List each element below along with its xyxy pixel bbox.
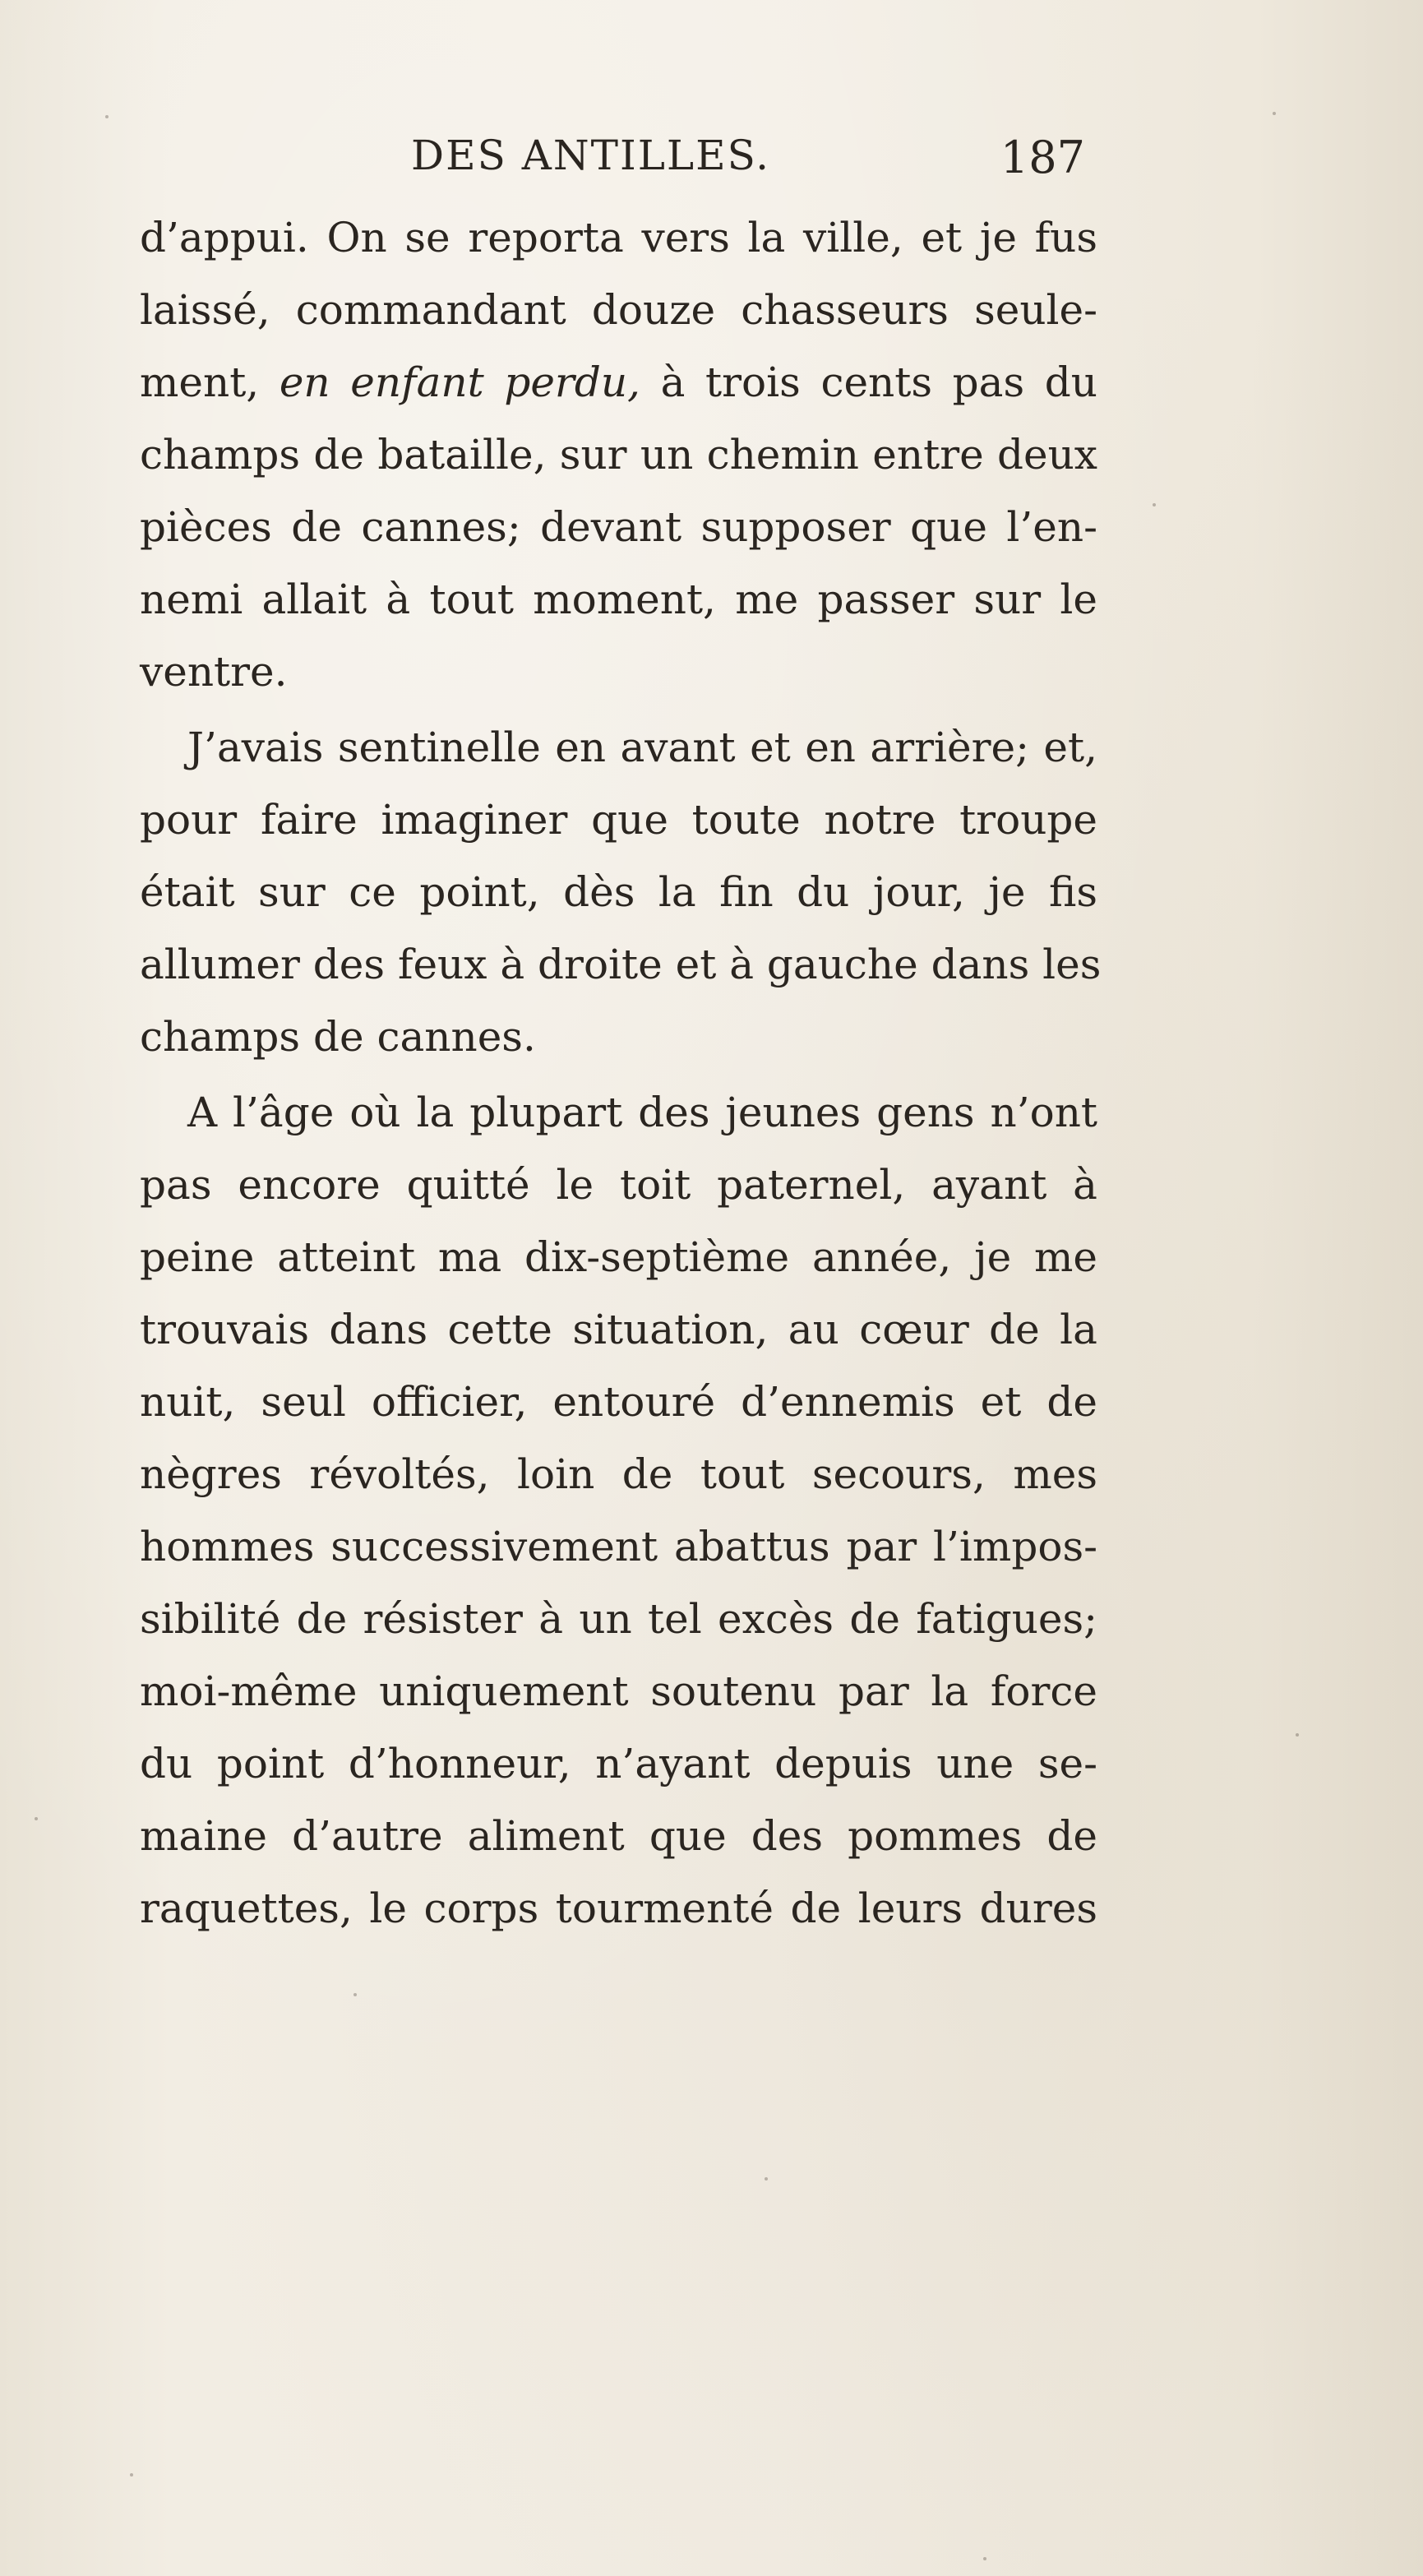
text-run: ment, — [140, 358, 280, 406]
paper-speck — [1153, 503, 1156, 506]
text-line — [140, 346, 1097, 419]
text-line: sibilité de résister à un tel excès de fatigues; — [140, 1595, 1097, 1643]
italic-phrase: en enfant perdu, — [279, 358, 640, 406]
text-line: trouvais dans cette situation, au cœur de la — [140, 1306, 1097, 1353]
text-line: moi-même uniquement soutenu par la force — [140, 1667, 1097, 1715]
text-line: ventre. — [140, 648, 288, 696]
paper-speck — [1273, 112, 1276, 115]
paper-speck — [353, 1993, 357, 1996]
paper-speck — [765, 2177, 768, 2181]
page-header — [140, 132, 1085, 189]
text-line: d’appui. On se reporta vers la ville, et je fus — [140, 214, 1097, 261]
paper-speck — [130, 2473, 133, 2477]
text-line: champs de cannes. — [140, 1013, 536, 1061]
text-line: J’avais sentinelle en avant et en arrière; et, — [187, 724, 1097, 771]
paper-speck — [1296, 1733, 1299, 1737]
paper-speck — [35, 1817, 38, 1820]
text-line: allumer des feux à droite et à gauche dans les — [140, 941, 1102, 988]
text-line: du point d’honneur, n’ayant depuis une se- — [140, 1740, 1097, 1787]
paper-speck — [105, 115, 109, 118]
text-line: nemi allait à tout moment, me passer sur le — [140, 576, 1097, 623]
paragraph-1 — [140, 201, 1097, 708]
text-line: nuit, seul officier, entouré d’ennemis et de — [140, 1378, 1097, 1426]
text-line: pièces de cannes; devant supposer que l’en- — [140, 503, 1097, 551]
text-line: était sur ce point, dès la fin du jour, je fis — [140, 868, 1097, 916]
text-line: hommes successivement abattus par l’impos- — [140, 1523, 1097, 1570]
text-line: pour faire imaginer que toute notre troupe — [140, 796, 1097, 844]
text-line: raquettes, le corps tourmenté de leurs dures — [140, 1885, 1097, 1932]
text-line: pas encore quitté le toit paternel, ayant à — [140, 1161, 1097, 1209]
paragraph-3 — [140, 1076, 1097, 1945]
text-run: à trois cents pas du — [640, 358, 1097, 406]
paper-speck — [983, 2557, 986, 2560]
running-title: DES ANTILLES. — [411, 132, 770, 179]
page-number: 187 — [1000, 132, 1085, 183]
paragraph-2 — [140, 711, 1102, 1073]
text-line: laissé, commandant douze chasseurs seule- — [140, 286, 1097, 334]
body-text — [140, 201, 1102, 1948]
text-line: nègres révoltés, loin de tout secours, mes — [140, 1450, 1097, 1498]
text-line: champs de bataille, sur un chemin entre deux — [140, 431, 1097, 479]
text-line: peine atteint ma dix-septième année, je me — [140, 1233, 1097, 1281]
text-line: maine d’autre aliment que des pommes de — [140, 1812, 1097, 1860]
text-line: A l’âge où la plupart des jeunes gens n’ont — [187, 1089, 1097, 1136]
